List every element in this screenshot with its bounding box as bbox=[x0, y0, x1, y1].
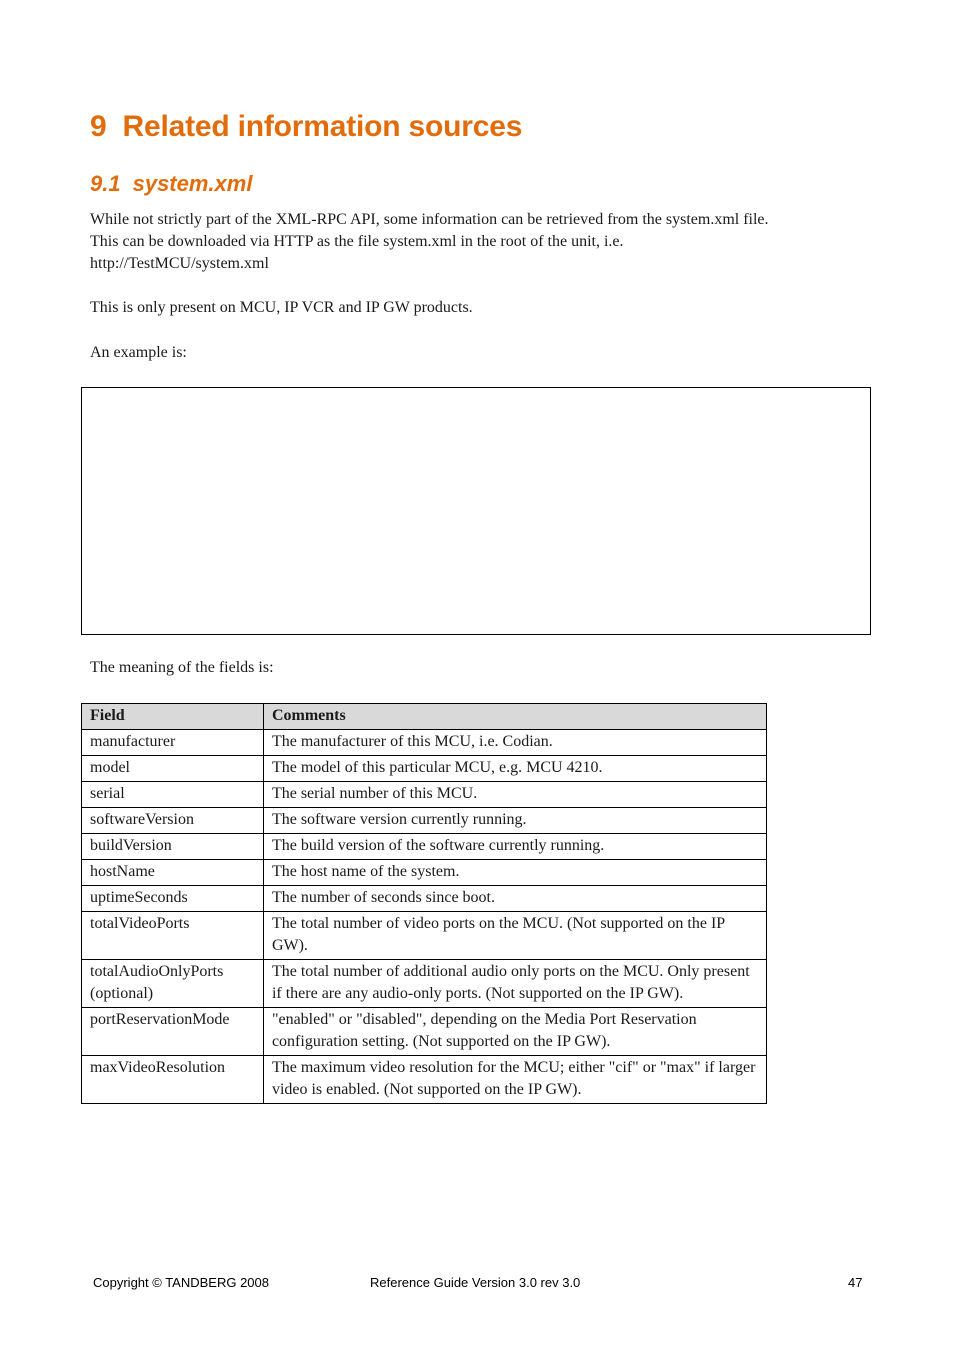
subsection-heading bbox=[90, 171, 252, 197]
footer-guide-version: Reference Guide Version 3.0 rev 3.0 bbox=[370, 1275, 581, 1290]
table-row bbox=[82, 808, 767, 834]
field-comment: The maximum video resolution for the MCU; either "cif" or "max" if larger video is enabled. (Not supported on the IP GW). bbox=[263, 1056, 766, 1104]
table-row bbox=[82, 912, 767, 960]
table-row bbox=[82, 782, 767, 808]
section-heading bbox=[90, 110, 522, 144]
table-row bbox=[82, 1008, 767, 1056]
field-name: softwareVersion bbox=[82, 808, 264, 834]
field-name: manufacturer bbox=[82, 730, 264, 756]
intro-paragraph bbox=[90, 209, 850, 275]
column-header-field: Field bbox=[82, 704, 264, 730]
field-name: buildVersion bbox=[82, 834, 264, 860]
example-code-box bbox=[81, 387, 871, 635]
intro-line-1: While not strictly part of the XML-RPC API, some information can be retrieved from the system.xml file. bbox=[90, 211, 769, 228]
section-number: 9 bbox=[90, 110, 107, 143]
table-row bbox=[82, 834, 767, 860]
field-comment: The build version of the software currently running. bbox=[263, 834, 766, 860]
field-comment: The manufacturer of this MCU, i.e. Codian. bbox=[263, 730, 766, 756]
field-comment: The software version currently running. bbox=[263, 808, 766, 834]
field-name: totalVideoPorts bbox=[82, 912, 264, 960]
table-row bbox=[82, 860, 767, 886]
fields-meaning-label: The meaning of the fields is: bbox=[90, 659, 274, 676]
field-comment: The host name of the system. bbox=[263, 860, 766, 886]
table-row bbox=[82, 730, 767, 756]
table-row bbox=[82, 960, 767, 1008]
field-comment: The serial number of this MCU. bbox=[263, 782, 766, 808]
footer-copyright: Copyright © TANDBERG 2008 bbox=[93, 1275, 270, 1290]
table-row bbox=[82, 756, 767, 782]
table-row bbox=[82, 886, 767, 912]
table-row bbox=[82, 1056, 767, 1104]
intro-line-3: http://TestMCU/system.xml bbox=[90, 255, 269, 272]
field-name: model bbox=[82, 756, 264, 782]
footer-page-number: 47 bbox=[848, 1275, 863, 1290]
fields-table bbox=[81, 703, 767, 1104]
field-name: portReservationMode bbox=[82, 1008, 264, 1056]
field-comment: The number of seconds since boot. bbox=[263, 886, 766, 912]
field-name: hostName bbox=[82, 860, 264, 886]
column-header-comments: Comments bbox=[263, 704, 766, 730]
table-header-row bbox=[82, 704, 767, 730]
field-name: uptimeSeconds bbox=[82, 886, 264, 912]
example-label: An example is: bbox=[90, 344, 187, 361]
field-comment: The model of this particular MCU, e.g. MCU 4210. bbox=[263, 756, 766, 782]
field-name: serial bbox=[82, 782, 264, 808]
presence-note: This is only present on MCU, IP VCR and IP GW products. bbox=[90, 299, 473, 316]
field-comment: The total number of additional audio only ports on the MCU. Only present if there are any audio-only ports. (Not supported on the IP GW). bbox=[263, 960, 766, 1008]
intro-line-2: This can be downloaded via HTTP as the file system.xml in the root of the unit, i.e. bbox=[90, 233, 624, 250]
field-comment: "enabled" or "disabled", depending on the Media Port Reservation configuration setting. (Not supported on the IP GW). bbox=[263, 1008, 766, 1056]
field-name: totalAudioOnlyPorts (optional) bbox=[82, 960, 264, 1008]
field-name: maxVideoResolution bbox=[82, 1056, 264, 1104]
field-comment: The total number of video ports on the MCU. (Not supported on the IP GW). bbox=[263, 912, 766, 960]
section-title: Related information sources bbox=[122, 110, 523, 143]
subsection-number: 9.1 bbox=[90, 171, 121, 196]
subsection-title: system.xml bbox=[132, 171, 253, 196]
